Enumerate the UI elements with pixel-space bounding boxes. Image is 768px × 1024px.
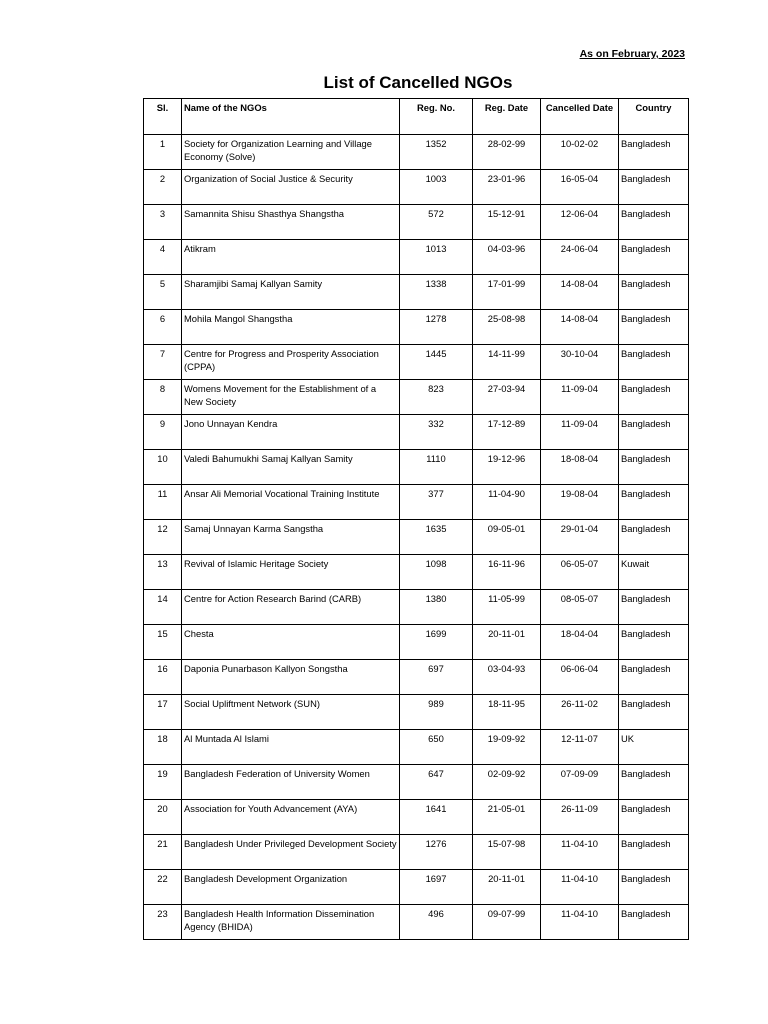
cell-reg-date: 09-07-99 xyxy=(473,905,541,940)
cell-sl: 20 xyxy=(144,800,182,835)
column-header-name: Name of the NGOs xyxy=(182,99,400,135)
cell-name: Organization of Social Justice & Security xyxy=(182,170,400,205)
table-row xyxy=(144,800,689,835)
table-header-row xyxy=(144,99,689,135)
cell-reg-date: 04-03-96 xyxy=(473,240,541,275)
cell-sl: 1 xyxy=(144,135,182,170)
cell-sl: 18 xyxy=(144,730,182,765)
cell-reg-date: 03-04-93 xyxy=(473,660,541,695)
cell-sl: 8 xyxy=(144,380,182,415)
cell-reg-no: 697 xyxy=(400,660,473,695)
cell-reg-date: 20-11-01 xyxy=(473,625,541,660)
cell-cancelled-date: 24-06-04 xyxy=(541,240,619,275)
cell-reg-no: 496 xyxy=(400,905,473,940)
cell-name: Samannita Shisu Shasthya Shangstha xyxy=(182,205,400,240)
cell-cancelled-date: 18-04-04 xyxy=(541,625,619,660)
cell-name: Samaj Unnayan Karma Sangstha xyxy=(182,520,400,555)
cell-name: Daponia Punarbason Kallyon Songstha xyxy=(182,660,400,695)
cell-reg-date: 15-07-98 xyxy=(473,835,541,870)
cell-sl: 14 xyxy=(144,590,182,625)
cell-cancelled-date: 10-02-02 xyxy=(541,135,619,170)
cell-reg-no: 1110 xyxy=(400,450,473,485)
cell-country: Bangladesh xyxy=(619,170,689,205)
cell-reg-no: 650 xyxy=(400,730,473,765)
cell-reg-date: 09-05-01 xyxy=(473,520,541,555)
cell-name: Mohila Mangol Shangstha xyxy=(182,310,400,345)
cell-reg-no: 1278 xyxy=(400,310,473,345)
cell-sl: 22 xyxy=(144,870,182,905)
cell-sl: 21 xyxy=(144,835,182,870)
cell-reg-no: 1641 xyxy=(400,800,473,835)
cell-cancelled-date: 07-09-09 xyxy=(541,765,619,800)
cell-country: Bangladesh xyxy=(619,800,689,835)
cell-name: Centre for Progress and Prosperity Association (CPPA) xyxy=(182,345,400,380)
cell-cancelled-date: 18-08-04 xyxy=(541,450,619,485)
cell-sl: 4 xyxy=(144,240,182,275)
table-body xyxy=(144,135,689,940)
cell-sl: 9 xyxy=(144,415,182,450)
cell-reg-date: 19-12-96 xyxy=(473,450,541,485)
as-on-date: As on February, 2023 xyxy=(579,48,685,60)
table-row xyxy=(144,135,689,170)
cell-sl: 10 xyxy=(144,450,182,485)
table-row xyxy=(144,415,689,450)
cell-reg-date: 21-05-01 xyxy=(473,800,541,835)
cell-sl: 17 xyxy=(144,695,182,730)
cell-reg-no: 1699 xyxy=(400,625,473,660)
cell-name: Sharamjibi Samaj Kallyan Samity xyxy=(182,275,400,310)
cell-reg-date: 20-11-01 xyxy=(473,870,541,905)
table-row xyxy=(144,275,689,310)
cell-country: Bangladesh xyxy=(619,485,689,520)
cell-reg-no: 1276 xyxy=(400,835,473,870)
column-header-reg-date: Reg. Date xyxy=(473,99,541,135)
table-row xyxy=(144,310,689,345)
cell-reg-date: 15-12-91 xyxy=(473,205,541,240)
cell-reg-no: 1445 xyxy=(400,345,473,380)
cell-cancelled-date: 11-04-10 xyxy=(541,835,619,870)
cell-reg-date: 16-11-96 xyxy=(473,555,541,590)
table-row xyxy=(144,485,689,520)
cell-reg-no: 823 xyxy=(400,380,473,415)
cell-name: Centre for Action Research Barind (CARB) xyxy=(182,590,400,625)
column-header-reg-no: Reg. No. xyxy=(400,99,473,135)
cell-reg-no: 1380 xyxy=(400,590,473,625)
table-row xyxy=(144,450,689,485)
cell-country: Bangladesh xyxy=(619,660,689,695)
table-row xyxy=(144,520,689,555)
cell-reg-no: 332 xyxy=(400,415,473,450)
cell-name: Chesta xyxy=(182,625,400,660)
cell-cancelled-date: 19-08-04 xyxy=(541,485,619,520)
cell-country: Bangladesh xyxy=(619,695,689,730)
page-title: List of Cancelled NGOs xyxy=(323,73,513,92)
cell-sl: 23 xyxy=(144,905,182,940)
column-header-cancelled-date: Cancelled Date xyxy=(541,99,619,135)
cell-reg-no: 1098 xyxy=(400,555,473,590)
cell-reg-date: 27-03-94 xyxy=(473,380,541,415)
cell-cancelled-date: 11-04-10 xyxy=(541,870,619,905)
table-row xyxy=(144,240,689,275)
cell-reg-no: 1003 xyxy=(400,170,473,205)
cell-name: Social Upliftment Network (SUN) xyxy=(182,695,400,730)
cell-name: Al Muntada Al Islami xyxy=(182,730,400,765)
cell-name: Bangladesh Development Organization xyxy=(182,870,400,905)
cell-sl: 13 xyxy=(144,555,182,590)
cell-country: Bangladesh xyxy=(619,765,689,800)
cell-cancelled-date: 16-05-04 xyxy=(541,170,619,205)
table-row xyxy=(144,835,689,870)
cell-cancelled-date: 12-11-07 xyxy=(541,730,619,765)
table-row xyxy=(144,870,689,905)
cell-sl: 15 xyxy=(144,625,182,660)
cell-sl: 5 xyxy=(144,275,182,310)
table-row xyxy=(144,625,689,660)
cell-name: Valedi Bahumukhi Samaj Kallyan Samity xyxy=(182,450,400,485)
cell-sl: 16 xyxy=(144,660,182,695)
cell-sl: 3 xyxy=(144,205,182,240)
cell-sl: 7 xyxy=(144,345,182,380)
cell-name: Society for Organization Learning and Village Economy (Solve) xyxy=(182,135,400,170)
cell-reg-date: 02-09-92 xyxy=(473,765,541,800)
cell-cancelled-date: 08-05-07 xyxy=(541,590,619,625)
cell-name: Revival of Islamic Heritage Society xyxy=(182,555,400,590)
table-row xyxy=(144,205,689,240)
cell-reg-date: 14-11-99 xyxy=(473,345,541,380)
cell-reg-no: 572 xyxy=(400,205,473,240)
cell-cancelled-date: 06-06-04 xyxy=(541,660,619,695)
cell-reg-date: 17-12-89 xyxy=(473,415,541,450)
column-header-sl: Sl. xyxy=(144,99,182,135)
cell-country: Bangladesh xyxy=(619,310,689,345)
cell-name: Ansar Ali Memorial Vocational Training Institute xyxy=(182,485,400,520)
ngo-table xyxy=(143,98,689,940)
table-row xyxy=(144,380,689,415)
cell-country: Bangladesh xyxy=(619,135,689,170)
cell-cancelled-date: 30-10-04 xyxy=(541,345,619,380)
table-row xyxy=(144,555,689,590)
cell-reg-date: 17-01-99 xyxy=(473,275,541,310)
cell-cancelled-date: 14-08-04 xyxy=(541,275,619,310)
cell-country: Bangladesh xyxy=(619,520,689,555)
cell-cancelled-date: 26-11-09 xyxy=(541,800,619,835)
cell-name: Womens Movement for the Establishment of a New Society xyxy=(182,380,400,415)
table-row xyxy=(144,765,689,800)
cell-reg-no: 377 xyxy=(400,485,473,520)
cell-cancelled-date: 29-01-04 xyxy=(541,520,619,555)
table-row xyxy=(144,905,689,940)
cell-country: Bangladesh xyxy=(619,345,689,380)
table-row xyxy=(144,345,689,380)
cell-reg-date: 28-02-99 xyxy=(473,135,541,170)
cell-reg-no: 1338 xyxy=(400,275,473,310)
table-row xyxy=(144,730,689,765)
cell-country: Bangladesh xyxy=(619,870,689,905)
cell-name: Association for Youth Advancement (AYA) xyxy=(182,800,400,835)
table-row xyxy=(144,695,689,730)
cell-reg-date: 23-01-96 xyxy=(473,170,541,205)
cell-cancelled-date: 11-09-04 xyxy=(541,415,619,450)
cell-cancelled-date: 11-04-10 xyxy=(541,905,619,940)
table-row xyxy=(144,170,689,205)
cell-country: Bangladesh xyxy=(619,450,689,485)
column-header-country: Country xyxy=(619,99,689,135)
cell-sl: 12 xyxy=(144,520,182,555)
cell-name: Bangladesh Federation of University Women xyxy=(182,765,400,800)
cell-reg-no: 989 xyxy=(400,695,473,730)
cell-cancelled-date: 26-11-02 xyxy=(541,695,619,730)
cell-reg-date: 18-11-95 xyxy=(473,695,541,730)
cell-cancelled-date: 06-05-07 xyxy=(541,555,619,590)
cell-reg-no: 1013 xyxy=(400,240,473,275)
cell-country: Bangladesh xyxy=(619,625,689,660)
cell-reg-date: 11-05-99 xyxy=(473,590,541,625)
cell-reg-no: 1635 xyxy=(400,520,473,555)
cell-cancelled-date: 12-06-04 xyxy=(541,205,619,240)
cell-cancelled-date: 14-08-04 xyxy=(541,310,619,345)
cell-sl: 6 xyxy=(144,310,182,345)
cell-country: Bangladesh xyxy=(619,275,689,310)
table-row xyxy=(144,660,689,695)
cell-country: Bangladesh xyxy=(619,205,689,240)
cell-sl: 2 xyxy=(144,170,182,205)
cell-country: Bangladesh xyxy=(619,240,689,275)
cell-reg-date: 19-09-92 xyxy=(473,730,541,765)
cell-country: Kuwait xyxy=(619,555,689,590)
cell-sl: 19 xyxy=(144,765,182,800)
cell-country: Bangladesh xyxy=(619,380,689,415)
cell-sl: 11 xyxy=(144,485,182,520)
cell-reg-no: 1352 xyxy=(400,135,473,170)
cell-country: Bangladesh xyxy=(619,905,689,940)
cell-country: Bangladesh xyxy=(619,835,689,870)
table-row xyxy=(144,590,689,625)
cell-country: Bangladesh xyxy=(619,590,689,625)
cell-reg-no: 647 xyxy=(400,765,473,800)
cell-name: Bangladesh Under Privileged Development Society xyxy=(182,835,400,870)
cell-name: Atikram xyxy=(182,240,400,275)
cell-reg-no: 1697 xyxy=(400,870,473,905)
cell-cancelled-date: 11-09-04 xyxy=(541,380,619,415)
cell-name: Jono Unnayan Kendra xyxy=(182,415,400,450)
cell-country: UK xyxy=(619,730,689,765)
cell-reg-date: 11-04-90 xyxy=(473,485,541,520)
cell-reg-date: 25-08-98 xyxy=(473,310,541,345)
cell-name: Bangladesh Health Information Dissemination Agency (BHIDA) xyxy=(182,905,400,940)
cell-country: Bangladesh xyxy=(619,415,689,450)
